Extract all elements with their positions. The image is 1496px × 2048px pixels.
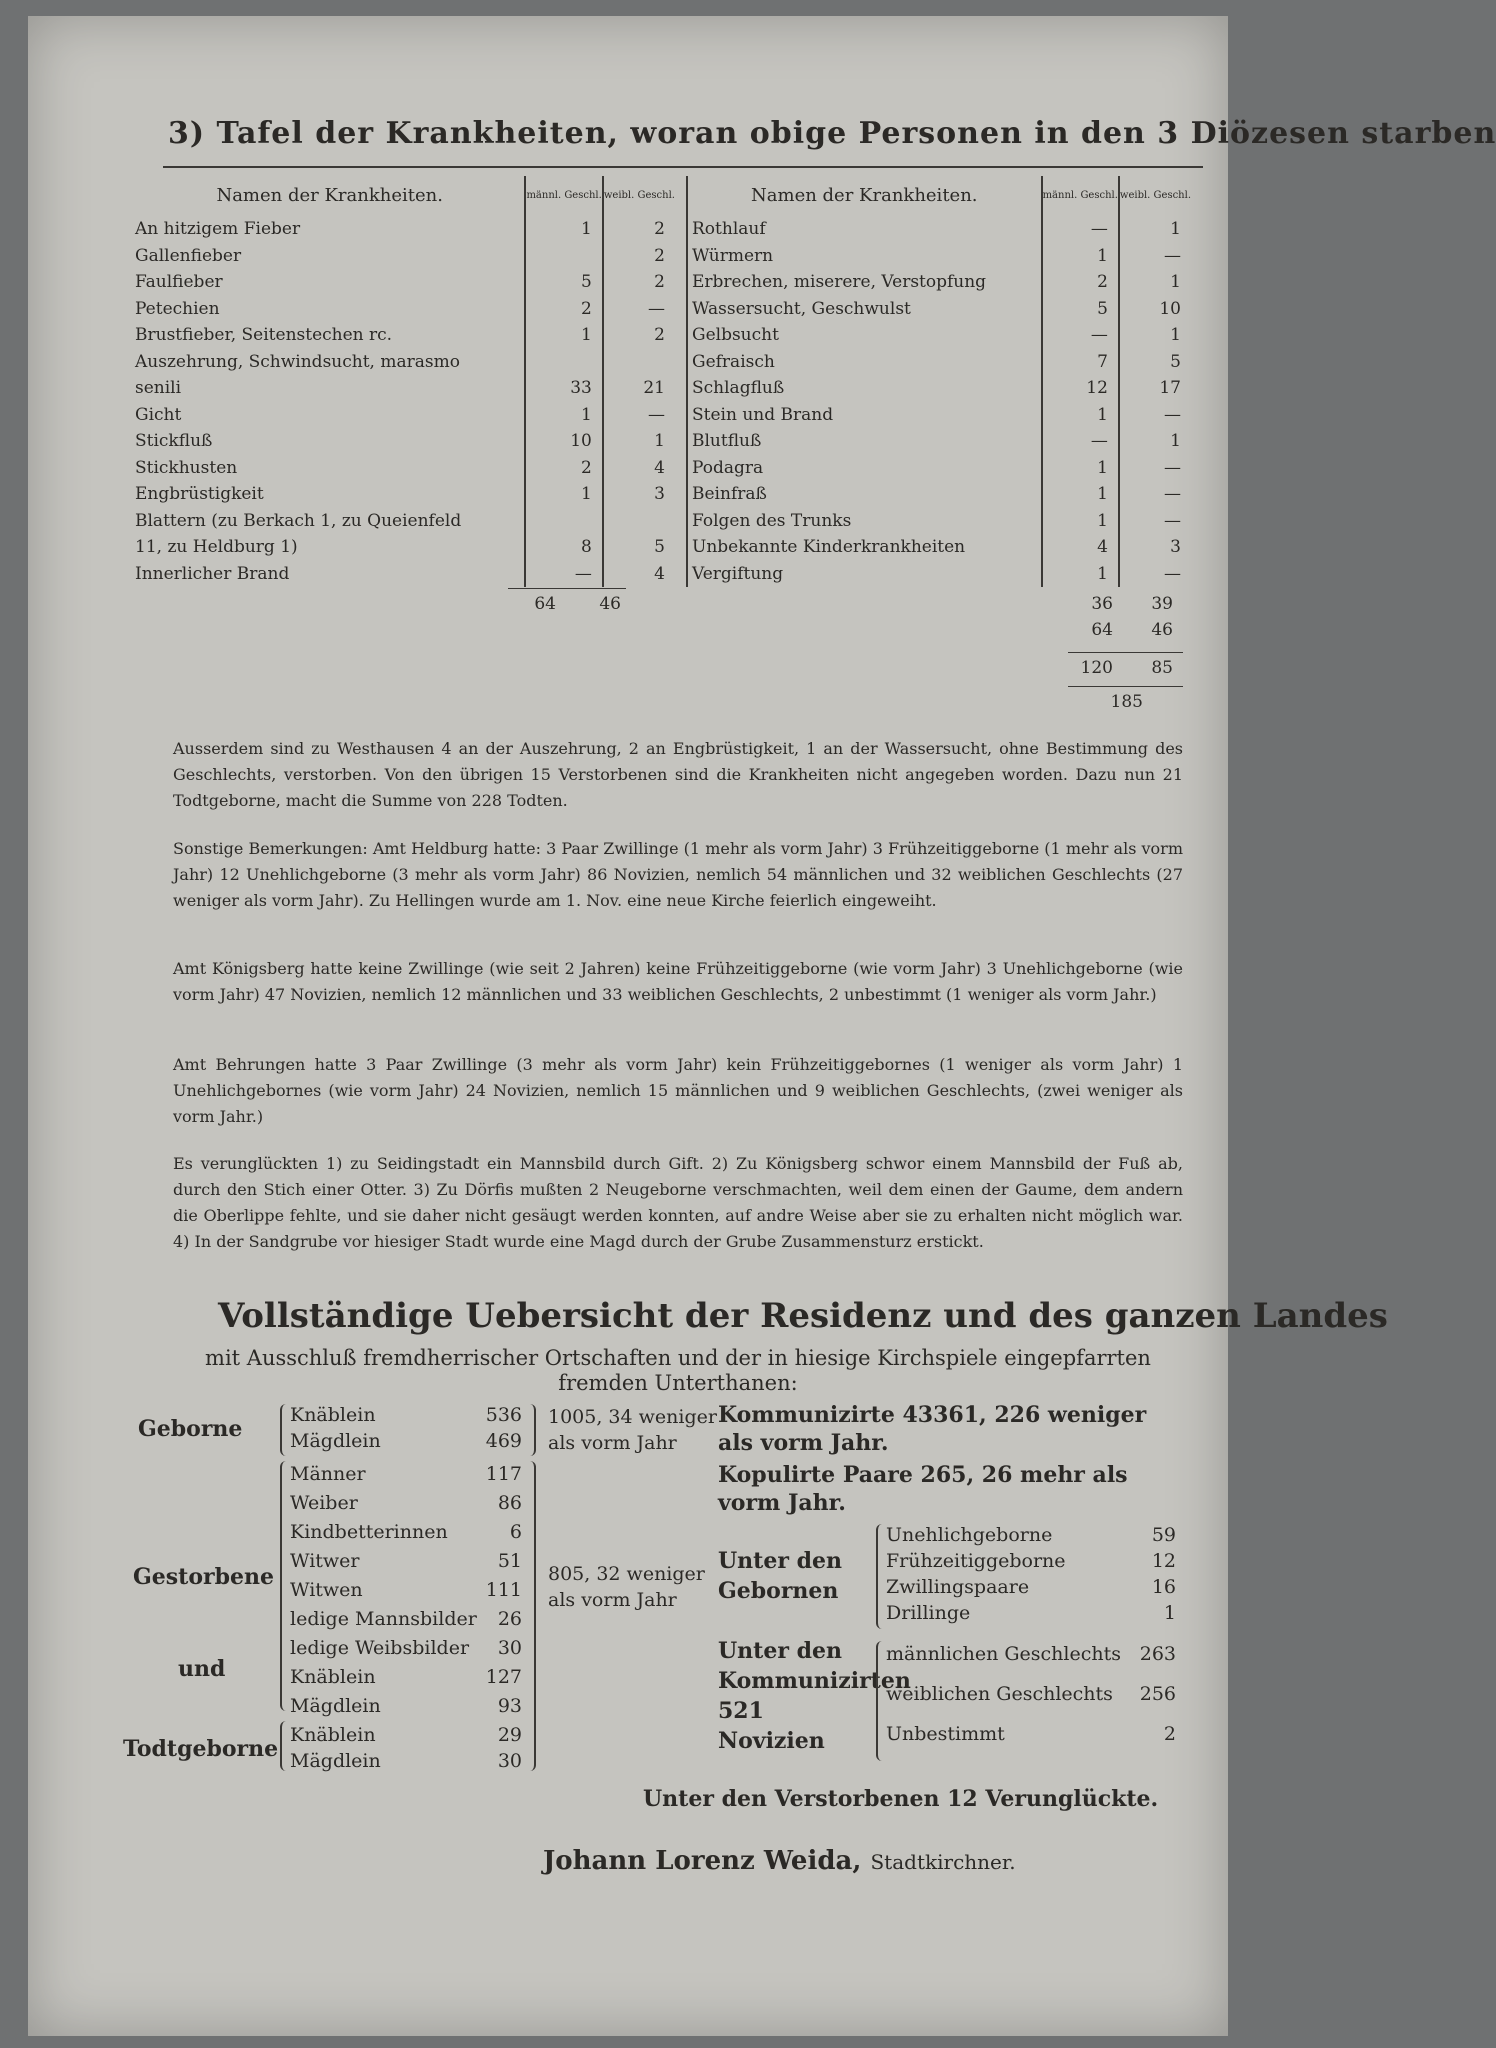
disease-name: 11, zu Heldburg 1) [135, 537, 298, 557]
kommunizirte: Kommunizirte 43361, 226 weniger als vorm Jahr. [718, 1402, 1147, 1456]
disease-name: Faulfieber [135, 272, 223, 292]
female-count: 2 [603, 322, 675, 349]
summary-row-label: männlichen Geschlechts [886, 1643, 1122, 1665]
paragraph-westhausen: Ausserdem sind zu Westhausen 4 an der Auszehrung, 2 an Engbrüstigkeit, 1 an der Wassersucht, ohne Bestimmung des Geschlechts, verstorben. Von den übrigen 15 Verstorbenen sind die Krankheiten nicht angegeben worden. Dazu nun 21 Todtgeborne, macht die Summe von 228 Todten. [173, 739, 1183, 810]
disease-name: Folgen des Trunks [687, 508, 1042, 535]
summary-row-label: Witwen [290, 1579, 363, 1601]
signature [543, 1846, 1016, 1876]
male-count: 5 [1042, 296, 1119, 323]
summary-row [290, 1666, 522, 1688]
signature-role: Stadtkirchner. [870, 1850, 1016, 1874]
summary-row-label: Witwer [290, 1550, 360, 1572]
summary-row [290, 1695, 522, 1717]
disease-row [687, 428, 1191, 455]
disease-name: Engbrüstigkeit [135, 484, 264, 504]
disease-name: Unbekannte Kinderkrankheiten [687, 534, 1042, 561]
female-count: 1 [1119, 428, 1191, 455]
disease-row [687, 455, 1191, 482]
female-count: 2 [603, 269, 675, 296]
geborne-label: Geborne [138, 1416, 243, 1442]
total-rule-right [1068, 652, 1183, 653]
male-count: 8 [525, 534, 602, 561]
summary-row [886, 1576, 1176, 1598]
female-count: — [1119, 561, 1191, 588]
summary-row-value: 117 [485, 1463, 522, 1485]
col-header-name: Namen der Krankheiten. [216, 185, 443, 206]
summary-row [290, 1579, 522, 1601]
male-count: 1 [525, 481, 602, 508]
disease-name: Gelbsucht [687, 322, 1042, 349]
summary-row [886, 1550, 1176, 1572]
summary-row-label: weiblichen Geschlechts [886, 1683, 1113, 1705]
summary-row-label: Unbestimmt [886, 1723, 1005, 1745]
summary-row-label: Mägdlein [290, 1750, 381, 1772]
summary-row-value: 51 [497, 1550, 522, 1572]
summary-row [886, 1643, 1176, 1665]
disease-row [135, 243, 675, 270]
brace [876, 1641, 886, 1761]
summary-row-value: 12 [1151, 1550, 1176, 1572]
col-header-name: Namen der Krankheiten. [687, 176, 1042, 216]
disease-row [135, 534, 675, 561]
paragraph-heldburg: Sonstige Bemerkungen: Amt Heldburg hatte: 3 Paar Zwillinge (1 mehr als vorm Jahr) 3 Frühzeitiggeborne (1 mehr als vorm Jahr) 12 Unehlichgeborne (3 mehr als vorm Jahr) 86 Novizien, nemlich 54 männlichen und 32 weiblichen Geschlechts (27 weniger als vorm Jahr). Zu Hellingen wurde am 1. Nov. eine neue Kirche feierlich eingeweiht. [173, 839, 1183, 910]
summary-row-value: 86 [497, 1492, 522, 1514]
document-sheet [28, 16, 1496, 2036]
female-count [603, 508, 675, 535]
female-count: 1 [1119, 269, 1191, 296]
female-count: 21 [603, 375, 675, 402]
gestorbene-total: 805, 32 weniger als vorm Jahr [548, 1563, 705, 1611]
disease-row [135, 322, 675, 349]
female-count: 4 [603, 561, 675, 588]
disease-name: Blattern (zu Berkach 1, zu Queienfeld [135, 510, 462, 531]
male-count: — [1042, 322, 1119, 349]
disease-name: senili [135, 378, 182, 398]
col-header-female: weibl. Geschl. [1119, 176, 1191, 216]
disease-name: Schlagfluß [687, 375, 1042, 402]
female-count: 5 [603, 534, 675, 561]
female-count: — [1119, 508, 1191, 535]
grand-male: 120 [1080, 658, 1113, 678]
male-count: 1 [1042, 481, 1119, 508]
disease-name: Blutfluß [687, 428, 1042, 455]
female-count: 1 [603, 428, 675, 455]
summary-row-label: Frühzeitiggeborne [886, 1550, 1066, 1572]
summary-row [886, 1602, 1176, 1624]
disease-row [687, 243, 1191, 270]
female-count: — [603, 296, 675, 323]
summary-row [290, 1404, 522, 1426]
female-count: — [1119, 243, 1191, 270]
brace [526, 1404, 536, 1456]
disease-name: Brustfieber, Seitenstechen rc. [135, 325, 393, 345]
paragraph-accidents: Es verunglückten 1) zu Seidingstadt ein Mannsbild durch Gift. 2) Zu Königsberg schwor einem Mannsbild der Fuß ab, durch den Stich einer Otter. 3) Zu Dörfis mußten 2 Neugeborne verschmachten, weil dem einen der Gaume, dem andern die Oberlippe fehlte, und sie daher nicht gesäugt werden konnten, auf andre Weise aber sie zu erhalten nicht möglich war. 4) In der Sandgrube vor hiesiger Stadt wurde eine Magd durch der Grube Zusammensturz erstickt. [173, 1154, 1183, 1251]
disease-row [135, 402, 675, 429]
title-rule [163, 166, 1203, 168]
summary-row-label: Knäblein [290, 1404, 376, 1426]
grand-rule [1068, 686, 1183, 687]
disease-name: An hitzigem Fieber [135, 219, 301, 239]
male-count: 1 [525, 216, 602, 243]
male-count [525, 349, 602, 376]
disease-name: Gallenfieber [135, 245, 242, 266]
disease-row [687, 561, 1191, 588]
gestorbene-label: Gestorbene [133, 1564, 274, 1590]
disease-row [135, 481, 675, 508]
disease-row [135, 296, 675, 323]
brace [526, 1461, 536, 1771]
summary-row-value: 59 [1151, 1524, 1176, 1546]
disease-name: Vergiftung [687, 561, 1042, 588]
verunglueckte: Unter den Verstorbenen 12 Verunglückte. [643, 1786, 1159, 1812]
right-total-female: 39 [1151, 594, 1173, 614]
summary-row [290, 1492, 522, 1514]
summary-row [886, 1683, 1176, 1705]
female-count: 10 [1119, 296, 1191, 323]
summary-row-value: 256 [1139, 1683, 1176, 1705]
summary-row [290, 1724, 522, 1746]
brace [280, 1404, 290, 1456]
disease-name: Gicht [135, 404, 182, 425]
summary-row-label: Drillinge [886, 1602, 971, 1624]
disease-row [687, 216, 1191, 243]
disease-row [135, 375, 675, 402]
todtgeborne-label: Todtgeborne [123, 1736, 279, 1762]
female-count: — [603, 402, 675, 429]
summary-row-value: 30 [497, 1637, 522, 1659]
male-count: 1 [1042, 561, 1119, 588]
overall-total: 185 [1110, 692, 1143, 712]
male-count: 1 [1042, 402, 1119, 429]
summary-row-label: ledige Weibsbilder [290, 1637, 470, 1659]
col-header-female: weibl. Geschl. [603, 176, 675, 216]
summary-row [290, 1521, 522, 1543]
summary-row-label: Mägdlein [290, 1430, 381, 1452]
disease-name: Wassersucht, Geschwulst [687, 296, 1042, 323]
female-count: — [1119, 481, 1191, 508]
disease-row [687, 375, 1191, 402]
summary-row [886, 1723, 1176, 1745]
female-count: 2 [603, 216, 675, 243]
summary-row-label: Männer [290, 1463, 366, 1485]
summary-row [886, 1524, 1176, 1546]
summary-row-label: Weiber [290, 1492, 358, 1514]
summary-row-value: 29 [497, 1724, 522, 1746]
summary-heading: Vollständige Uebersicht der Residenz und des ganzen Landes [218, 1296, 1388, 1336]
summary-row-value: 263 [1139, 1643, 1176, 1665]
col-header-male: männl. Geschl. [1042, 176, 1119, 216]
summary-row [290, 1463, 522, 1485]
summary-row-label: Knäblein [290, 1666, 376, 1688]
male-count: 2 [525, 296, 602, 323]
brace [280, 1461, 290, 1711]
unter-geborenen-label: Unter den Gebornen [718, 1548, 842, 1604]
disease-row [135, 455, 675, 482]
male-count: 1 [1042, 243, 1119, 270]
summary-subheading: mit Ausschluß fremdherrischer Ortschaften und der in hiesige Kirchspiele eingepfarrten [205, 1346, 1151, 1370]
female-count: 2 [603, 243, 675, 270]
summary-row-value: 111 [485, 1579, 522, 1601]
total-rule-left [508, 588, 626, 589]
summary-row-value: 536 [485, 1404, 522, 1426]
female-count: 17 [1119, 375, 1191, 402]
disease-name: Petechien [135, 298, 220, 319]
col-header-male: männl. Geschl. [525, 176, 602, 216]
brace [876, 1524, 886, 1629]
male-count: 4 [1042, 534, 1119, 561]
male-count: 33 [525, 375, 602, 402]
male-count: 1 [1042, 455, 1119, 482]
male-count: 5 [525, 269, 602, 296]
male-count: — [525, 561, 602, 588]
disease-row [687, 322, 1191, 349]
summary-row-value: 93 [497, 1695, 522, 1717]
summary-row-value: 6 [509, 1521, 522, 1543]
disease-row [135, 561, 675, 588]
disease-name: Innerlicher Brand [135, 563, 290, 584]
carried-male: 64 [1091, 620, 1113, 640]
female-count: 3 [1119, 534, 1191, 561]
female-count [603, 349, 675, 376]
summary-row [290, 1750, 522, 1772]
kopulirte: Kopulirte Paare 265, 26 mehr als vorm Jahr. [718, 1462, 1128, 1516]
disease-row [687, 269, 1191, 296]
right-total-male: 36 [1091, 594, 1113, 614]
carried-female: 46 [1151, 620, 1173, 640]
summary-row-value: 2 [1163, 1723, 1176, 1745]
summary-row-value: 16 [1151, 1576, 1176, 1598]
unter-kommunizirten-label: Unter den Kommunizirten 521 Novizien [718, 1638, 911, 1754]
disease-name: Rothlauf [687, 216, 1042, 243]
signature-name: Johann Lorenz Weida, [543, 1846, 862, 1876]
summary-row-label: Zwillingspaare [886, 1576, 1030, 1598]
summary-row-label: ledige Mannsbilder [290, 1608, 477, 1630]
summary-row-label: Unehlichgeborne [886, 1524, 1053, 1546]
paragraph-behrungen: Amt Behrungen hatte 3 Paar Zwillinge (3 mehr als vorm Jahr) kein Frühzeitiggebornes (1 weniger als vorm Jahr) 1 Unehlichgebornes (wie vorm Jahr) 24 Novizien, nemlich 15 männlichen und 9 weiblichen Geschlechts, (zwei weniger als vorm Jahr.) [173, 1055, 1183, 1126]
female-count: 1 [1119, 216, 1191, 243]
disease-name: Stickfluß [135, 431, 213, 451]
summary-row [290, 1430, 522, 1452]
disease-row [135, 216, 675, 243]
summary-row-value: 1 [1163, 1602, 1176, 1624]
male-count: — [1042, 428, 1119, 455]
disease-name: Beinfraß [687, 481, 1042, 508]
male-count: — [1042, 216, 1119, 243]
male-count: 2 [525, 455, 602, 482]
disease-name: Stickhusten [135, 457, 238, 478]
disease-name: Würmern [687, 243, 1042, 270]
female-count: 4 [603, 455, 675, 482]
geborne-total: 1005, 34 weniger als vorm Jahr [548, 1406, 717, 1454]
disease-row [687, 296, 1191, 323]
female-count: 5 [1119, 349, 1191, 376]
disease-name: Erbrechen, miserere, Verstopfung [687, 269, 1042, 296]
disease-row [135, 269, 675, 296]
summary-row [290, 1637, 522, 1659]
summary-row-value: 26 [497, 1608, 522, 1630]
male-count: 1 [525, 402, 602, 429]
male-count [525, 508, 602, 535]
page-title: 3) Tafel der Krankheiten, woran obige Personen in den 3 Diözesen starben [168, 116, 1496, 151]
male-count: 1 [525, 322, 602, 349]
paragraph-koenigsberg: Amt Königsberg hatte keine Zwillinge (wie seit 2 Jahren) keine Frühzeitiggeborne (wie vorm Jahr) 3 Unehlichgeborne (wie vorm Jahr) 47 Novizien, nemlich 12 männlichen und 33 weiblichen Geschlechts, 2 unbestimmt (1 weniger als vorm Jahr.) [173, 959, 1183, 1004]
disease-table-right [686, 176, 1191, 587]
disease-name: Gefraisch [687, 349, 1042, 376]
summary-row-value: 127 [485, 1666, 522, 1688]
disease-table-left [135, 176, 675, 587]
disease-row [687, 534, 1191, 561]
disease-name: Auszehrung, Schwindsucht, marasmo [135, 351, 460, 372]
disease-row [687, 481, 1191, 508]
summary-row-value: 30 [497, 1750, 522, 1772]
female-count: 1 [1119, 322, 1191, 349]
male-count: 1 [1042, 508, 1119, 535]
summary-row-label: Knäblein [290, 1724, 376, 1746]
male-count [525, 243, 602, 270]
summary-row-label: Kindbetterinnen [290, 1521, 448, 1543]
left-total-female: 46 [599, 594, 621, 614]
disease-row [687, 508, 1191, 535]
male-count: 2 [1042, 269, 1119, 296]
left-total-male: 64 [534, 594, 556, 614]
male-count: 12 [1042, 375, 1119, 402]
grand-female: 85 [1151, 658, 1173, 678]
brace [280, 1721, 290, 1771]
female-count: 3 [603, 481, 675, 508]
und-label: und [178, 1656, 226, 1682]
disease-row [687, 402, 1191, 429]
summary-row-label: Mägdlein [290, 1695, 381, 1717]
female-count: — [1119, 455, 1191, 482]
male-count: 7 [1042, 349, 1119, 376]
disease-row [135, 508, 675, 535]
summary-row [290, 1550, 522, 1572]
summary-subheading-2: fremden Unterthanen: [558, 1371, 798, 1395]
female-count: — [1119, 402, 1191, 429]
summary-row-value: 469 [485, 1430, 522, 1452]
disease-row [135, 349, 675, 376]
disease-name: Podagra [687, 455, 1042, 482]
male-count: 10 [525, 428, 602, 455]
summary-row [290, 1608, 522, 1630]
disease-row [687, 349, 1191, 376]
disease-row [135, 428, 675, 455]
disease-name: Stein und Brand [687, 402, 1042, 429]
